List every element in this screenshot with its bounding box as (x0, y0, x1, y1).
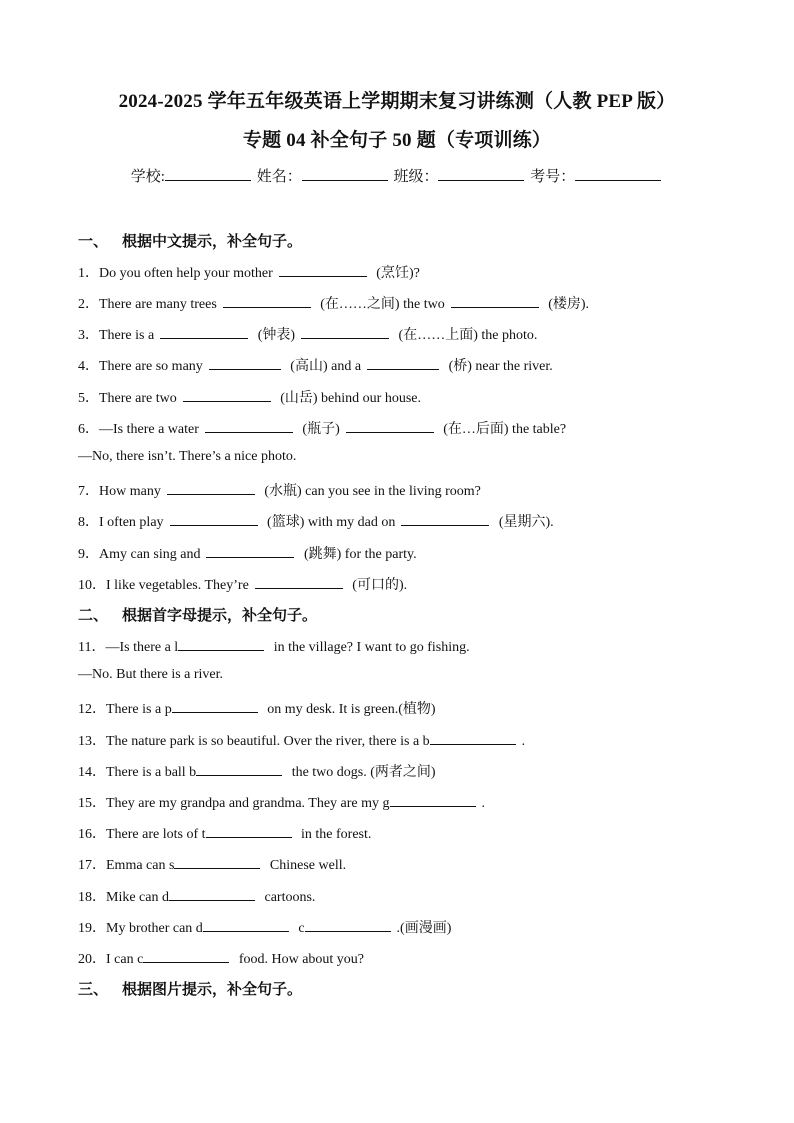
answer-blank[interactable] (167, 482, 255, 495)
question-line: 16．There are lots of t in the forest. (78, 827, 372, 842)
answer-blank[interactable] (430, 732, 516, 745)
question-line: 18．Mike can d cartoons. (78, 890, 316, 905)
class-label: 班级： (393, 169, 439, 185)
question-line: 9．Amy can sing and (跳舞) for the party. (78, 547, 417, 562)
question-line: 1．Do you often help your mother (烹饪)? (78, 266, 420, 281)
question-line: 19．My brother can d c .(画漫画) (78, 921, 452, 936)
exam-no-blank[interactable] (575, 166, 661, 181)
answer-blank[interactable] (196, 763, 282, 776)
name-label: 姓名： (256, 169, 302, 185)
question-line: 7．How many (水瓶) can you see in the living room? (78, 484, 481, 499)
answer-blank[interactable] (169, 888, 255, 901)
school-label: 学校: (130, 169, 165, 185)
exam-no-label: 考号： (530, 169, 576, 185)
answer-blank[interactable] (206, 545, 294, 558)
question-line: 3．There is a (钟表) (在……上面) the photo. (78, 328, 538, 343)
answer-blank[interactable] (390, 794, 476, 807)
answer-blank[interactable] (209, 357, 281, 370)
answer-blank[interactable] (305, 919, 391, 932)
answer-blank[interactable] (367, 357, 439, 370)
answer-blank[interactable] (279, 264, 367, 277)
question-line: 8．I often play (篮球) with my dad on (星期六). (78, 515, 554, 530)
school-blank[interactable] (165, 166, 251, 181)
student-info-row (0, 165, 794, 186)
answer-blank[interactable] (160, 326, 248, 339)
answer-blank[interactable] (183, 389, 271, 402)
question-line: 17．Emma can s Chinese well. (78, 858, 347, 873)
question-line: 13．The nature park is so beautiful. Over the river, there is a b . (78, 734, 526, 749)
answer-blank[interactable] (255, 576, 343, 589)
answer-blank[interactable] (205, 420, 293, 433)
question-line: 5．There are two (山岳) behind our house. (78, 391, 421, 406)
answer-blank[interactable] (203, 919, 289, 932)
answer-blank[interactable] (346, 420, 434, 433)
answer-blank[interactable] (174, 856, 260, 869)
answer-blank[interactable] (223, 295, 311, 308)
question-line: 4．There are so many (高山) and a (桥) near the river. (78, 359, 553, 374)
question-line: 15．They are my grandpa and grandma. They are my g . (78, 796, 486, 811)
question-line: —No, there isn’t. There’s a nice photo. (78, 449, 297, 464)
answer-blank[interactable] (451, 295, 539, 308)
question-line: 10．I like vegetables. They’re (可口的). (78, 578, 408, 593)
answer-blank[interactable] (178, 638, 264, 651)
answer-blank[interactable] (172, 700, 258, 713)
section-heading: 三、 根据图片提示，补全句子。 (78, 982, 303, 998)
question-line: 12．There is a p on my desk. It is green.(植物) (78, 702, 436, 717)
worksheet-title: 2024-2025 学年五年级英语上学期期末复习讲练测（人教 PEP 版） (118, 91, 676, 112)
name-blank[interactable] (302, 166, 388, 181)
question-line: 2．There are many trees (在……之间) the two (楼房). (78, 297, 590, 312)
question-line: —No. But there is a river. (78, 667, 224, 682)
section-heading: 一、 根据中文提示，补全句子。 (78, 234, 303, 250)
question-line: 20．I can c food. How about you? (78, 952, 365, 967)
answer-blank[interactable] (170, 513, 258, 526)
worksheet-subtitle: 专题 04 补全句子 50 题（专项训练） (242, 130, 552, 151)
class-blank[interactable] (438, 166, 524, 181)
answer-blank[interactable] (301, 326, 389, 339)
answer-blank[interactable] (206, 825, 292, 838)
question-line: 11．—Is there a l in the village? I want to go fishing. (78, 640, 470, 655)
section-heading: 二、 根据首字母提示，补全句子。 (78, 608, 318, 624)
question-line: 14．There is a ball b the two dogs. (两者之间) (78, 765, 436, 780)
answer-blank[interactable] (143, 950, 229, 963)
question-line: 6．—Is there a water (瓶子) (在…后面) the table? (78, 422, 567, 437)
answer-blank[interactable] (401, 513, 489, 526)
